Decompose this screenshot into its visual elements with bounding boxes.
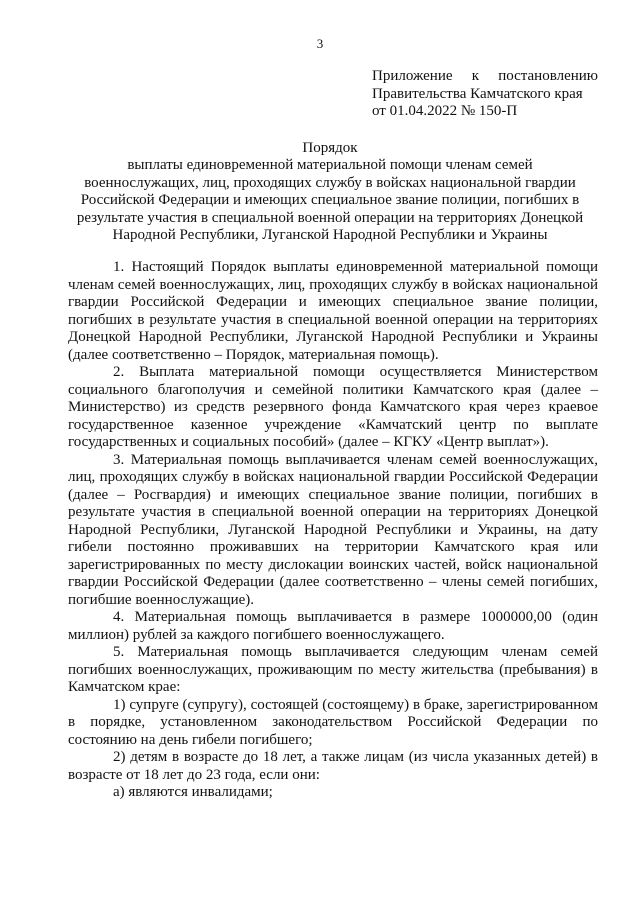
title-line: результате участия в специальной военной операции на территориях Донецкой [76,209,584,226]
paragraph-5-item-1: 1) супруге (супругу), состоящей (состоящему) в браке, зарегистрированном в порядке, установленном законодательством Российской Федерации по состоянию на день гибели погибшего; [68,696,598,748]
page-number: 3 [316,36,324,51]
paragraph-5-item-2a: а) являются инвалидами; [113,784,273,800]
title-line: Российской Федерации и имеющих специальное звание полиции, погибших в [80,192,580,209]
paragraph-5: 5. Материальная помощь выплачивается следующим членам семей погибших военнослужащих, проживающим по месту жительства (пребывания) в Камчатском крае: [68,644,598,695]
document-body [68,259,598,802]
title-heading: Порядок [302,140,358,156]
paragraph-1: 1. Настоящий Порядок выплаты единовременной материальной помощи членам семей военнослужащих, лиц, проходящих службу в войсках национальной гвардии Российской Федерации и имеющих специальное звание полиции, погибших в результате участия в специальной военной операции на территориях Донецкой Народной Республики, Луганской Народной Республики и Украины (далее соответственно – Порядок, материальная помощь). [68,259,598,363]
appendix-line-2: Правительства Камчатского края [372,85,583,102]
paragraph-5-item-2: 2) детям в возрасте до 18 лет, а также лицам (из числа указанных детей) в возрасте от 18 лет до 23 года, если они: [68,749,598,783]
paragraph-4: 4. Материальная помощь выплачивается в размере 1000000,00 (один миллион) рублей за каждого погибшего военнослужащего. [68,609,598,643]
appendix-line-1: Приложение к постановлению [372,68,598,84]
title-line: военнослужащих, лиц, проходящих службу в войсках национальной гвардии [84,174,576,191]
document-title [60,140,600,244]
paragraph-2: 2. Выплата материальной помощи осуществляется Министерством социального благополучия и семейной политики Камчатского края (далее – Министерство) из средств резервного фонда Камчатского края через краевое государственное казенное учреждение «Камчатский центр по выплате государственных и социальных пособий» (далее – КГКУ «Центр выплат»). [68,364,598,450]
title-line: выплаты единовременной материальной помощи членам семей [127,157,533,174]
title-line: Народной Республики, Луганской Народной Республики и Украины [112,227,548,244]
appendix-block [372,68,598,121]
appendix-line-3: от 01.04.2022 № 150-П [372,103,518,119]
paragraph-3: 3. Материальная помощь выплачивается членам семей военнослужащих, лиц, проходящих службу в войсках национальной гвардии Российской Федерации (далее – Росгвардия) и имеющих специальное звание полиции, погибших в результате участия в специальной военной операции на территориях Донецкой Народной Республики, Луганской Народной Республики и Украины, на дату гибели постоянно проживавших на территории Камчатского края или зарегистрированных по месту дислокации воинских частей, войск национальной гвардии Российской Федерации (далее соответственно – члены семей погибших, погибшие военнослужащие). [68,451,598,608]
